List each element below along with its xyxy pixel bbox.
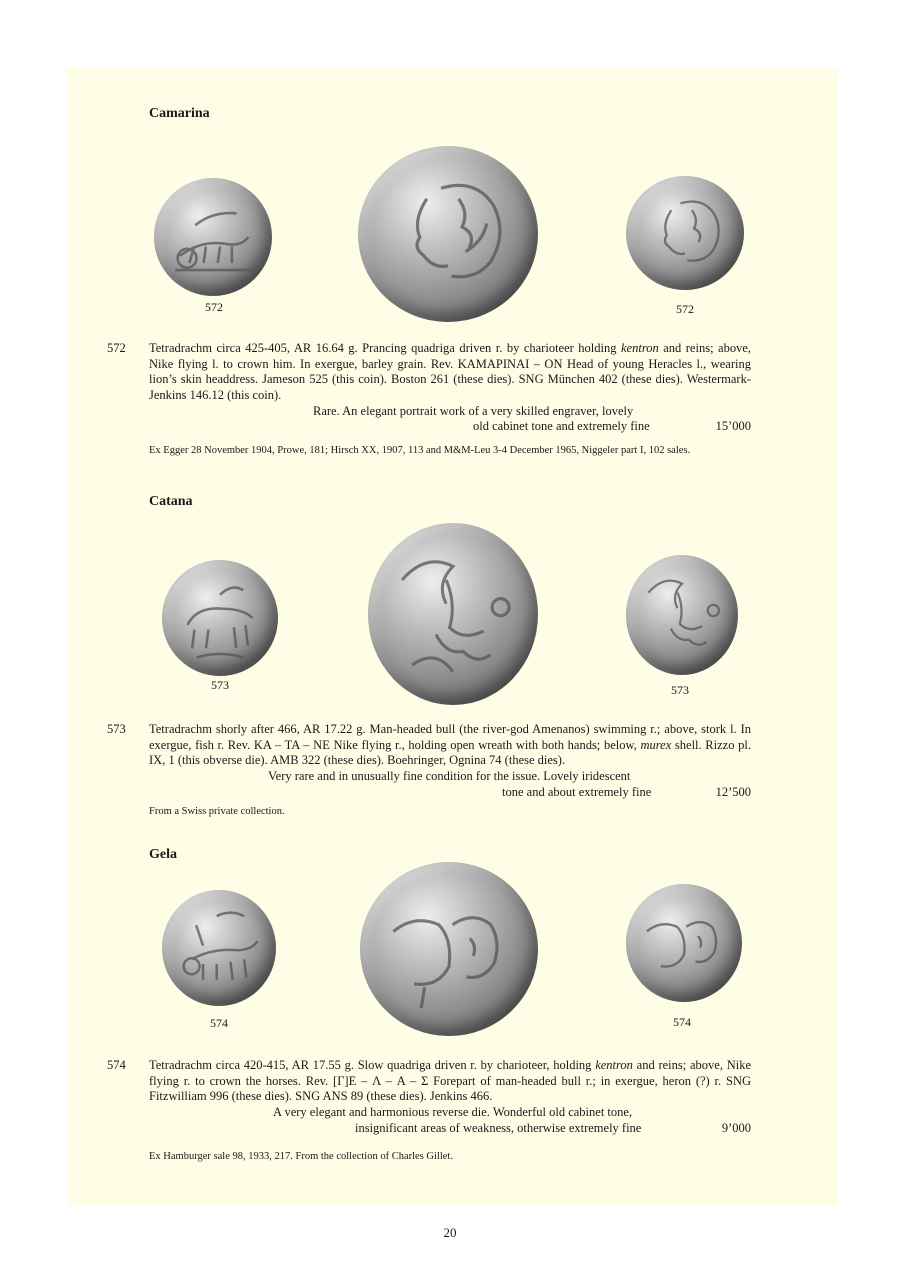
grade-line: Very rare and in unusually fine condition for the issue. Lovely iridescent <box>268 769 631 783</box>
lot-description <box>149 722 751 769</box>
nike-relief-icon <box>368 523 538 705</box>
section-title-gela: Gela <box>149 847 177 862</box>
heracles-head-relief-icon <box>626 176 744 290</box>
estimate-price: 9’000 <box>721 1121 751 1135</box>
man-headed-bull-forepart-relief-icon <box>626 884 742 1002</box>
grade-line: insignificant areas of weakness, otherwise extremely fine <box>355 1121 642 1135</box>
coin-image-572-reverse-enlarged <box>358 146 538 322</box>
coin-caption: 574 <box>210 1016 228 1030</box>
nike-relief-icon <box>626 555 738 675</box>
quadriga-relief-icon <box>162 890 276 1006</box>
description-italic-term: kentron <box>621 341 659 355</box>
page-number: 20 <box>443 1225 457 1240</box>
coin-caption: 572 <box>676 302 694 316</box>
coin-caption: 573 <box>671 683 689 697</box>
description-italic-term: kentron <box>595 1058 633 1072</box>
grade-line: old cabinet tone and extremely fine <box>473 419 650 433</box>
coin-caption: 573 <box>211 678 229 692</box>
lot-description <box>149 1058 751 1105</box>
lot-description <box>149 341 751 403</box>
grade-line: A very elegant and harmonious reverse die. Wonderful old cabinet tone, <box>273 1105 633 1119</box>
grade-line: tone and about extremely fine <box>502 785 652 799</box>
coin-caption: 574 <box>673 1015 691 1029</box>
coin-image-573-reverse-enlarged <box>368 523 538 705</box>
lot-number: 573 <box>107 722 126 736</box>
provenance-note: From a Swiss private collection. <box>149 806 285 817</box>
description-text: shell. Rizzo pl. IX, 1 (this obverse die). AMB 322 (these dies). Boehringer, Ognina 74 (these dies). <box>149 737 751 767</box>
coin-image-573-obverse <box>162 560 278 676</box>
description-text: and reins; above, Nike flying r. to crown the horses. Rev. [Γ]E – Λ – A – Σ Forepart of man-headed bull r.; in exergue, heron (?) r. SNG Fitzwilliam 996 (these dies). SNG ANS 89 (these dies). Jenkins 466. <box>149 1058 751 1103</box>
section-title-catana: Catana <box>149 494 193 509</box>
provenance-note: Ex Egger 28 November 1904, Prowe, 181; Hirsch XX, 1907, 113 and M&M-Leu 3-4 December 1965, Niggeler part I, 102 sales. <box>149 445 691 456</box>
description-text: Tetradrachm shorly after 466, AR 17.22 g. Man-headed bull (the river-god Amenanos) swimming r.; above, stork l. In exergue, fish r. Rev. KA – TA – NE Nike flying r., holding open wreath with both hands; below, <box>149 722 751 752</box>
man-headed-bull-forepart-relief-icon <box>360 862 538 1036</box>
lot-number: 574 <box>107 1058 126 1072</box>
coin-image-574-reverse-enlarged <box>360 862 538 1036</box>
lot-number: 572 <box>107 341 126 355</box>
provenance-note: Ex Hamburger sale 98, 1933, 217. From the collection of Charles Gillet. <box>149 1151 453 1162</box>
description-text: and reins; above, Nike flying l. to crown him. In exergue, barley grain. Rev. KAMAPINAI – ON Head of young Heracles l., wearing lion’s skin headdress. Jameson 525 (this coin). Boston 261 (these dies). SNG München 402 (these dies). Westermark-Jenkins 146.12 (this coin). <box>149 341 752 402</box>
man-headed-bull-relief-icon <box>162 560 278 676</box>
coin-caption: 572 <box>205 300 223 314</box>
estimate-price: 15’000 <box>715 419 751 433</box>
description-text: Tetradrachm circa 420-415, AR 17.55 g. Slow quadriga driven r. by charioteer, holding <box>149 1058 596 1072</box>
heracles-head-relief-icon <box>358 146 538 322</box>
coin-image-574-reverse <box>626 884 742 1002</box>
coin-image-573-reverse <box>626 555 738 675</box>
coin-image-574-obverse <box>162 890 276 1006</box>
quadriga-relief-icon <box>154 178 272 296</box>
grade-line: Rare. An elegant portrait work of a very skilled engraver, lovely <box>313 404 634 418</box>
section-title-camarina: Camarina <box>149 106 210 121</box>
coin-image-572-reverse <box>626 176 744 290</box>
coin-image-572-obverse <box>154 178 272 296</box>
description-text: Tetradrachm circa 425-405, AR 16.64 g. Prancing quadriga driven r. by charioteer holding <box>149 341 621 355</box>
estimate-price: 12’500 <box>715 785 751 799</box>
description-italic-term: murex <box>640 737 672 752</box>
